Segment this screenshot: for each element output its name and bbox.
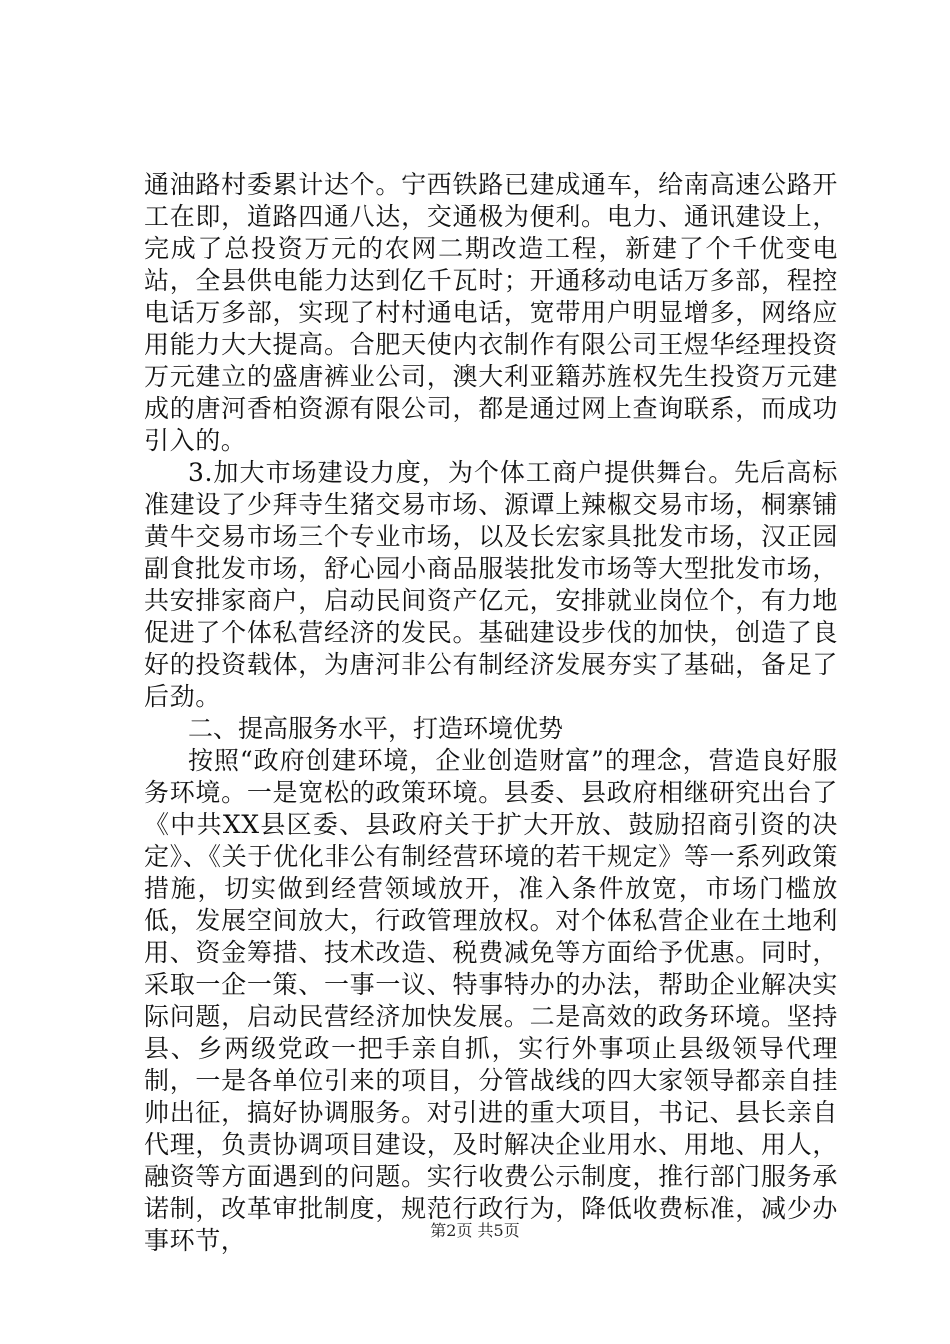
document-body (144, 169, 838, 1257)
paragraph-infrastructure: 通油路村委累计达个。宁西铁路已建成通车，给南高速公路开工在即，道路四通八达，交通极为便利。电力、通讯建设上，完成了总投资万元的农网二期改造工程，新建了个千优变电站，全县供电能力达到亿千瓦时；开通移动电话万多部，程控电话万多部，实现了村村通电话，宽带用户明显增多，网络应用能力大大提高。合肥天使内衣制作有限公司王煜华经理投资万元建立的盛唐裤业公司，澳大利亚籍苏旌权先生投资万元建成的唐河香柏资源有限公司，都是通过网上查询联系，而成功引入的。 (144, 170, 838, 455)
page-number-footer: 第2页 共5页 (430, 1221, 520, 1240)
paragraph-service-environment: 按照“政府创建环境，企业创造财富”的理念，营造良好服务环境。一是宽松的政策环境。县委、县政府相继研究出台了《中共XX县区委、县政府关于扩大开放、鼓励招商引资的决定》、《关于优化非公有制经营环境的若干规定》等一系列政策措施，切实做到经营领域放开，准入条件放宽，市场门槛放低，发展空间放大，行政管理放权。对个体私营企业在土地利用、资金筹措、技术改造、税费减免等方面给予优惠。同时，采取一企一策、一事一议、特事特办的办法，帮助企业解决实际问题，启动民营经济加快发展。二是高效的政务环境。坚持县、乡两级党政一把手亲自抓，实行外事项止县级领导代理制，一是各单位引来的项目，分管战线的四大家领导都亲自挂帅出征，搞好协调服务。对引进的重大项目，书记、县长亲自代理，负责协调项目建设，及时解决企业用水、用地、用人，融资等方面遇到的问题。实行收费公示制度，推行部门服务承诺制，改革审批制度，规范行政行为，降低收费标准，减少办事环节， (144, 746, 838, 1255)
paragraph-market-construction: 3.加大市场建设力度，为个体工商户提供舞台。先后高标准建设了少拜寺生猪交易市场、源谭上辣椒交易市场，桐寨铺黄牛交易市场三个专业市场，以及长宏家具批发市场，汉正园副食批发市场，舒心园小商品服装批发市场等大型批发市场，共安排家商户，启动民间资产亿元，安排就业岗位个，有力地促进了个体私营经济的发民。基础建设步伐的加快，创造了良好的投资载体，为唐河非公有制经济发展夯实了基础，备足了后劲。 (144, 458, 838, 711)
section-heading-service: 二、提高服务水平，打造环境优势 (188, 714, 564, 743)
